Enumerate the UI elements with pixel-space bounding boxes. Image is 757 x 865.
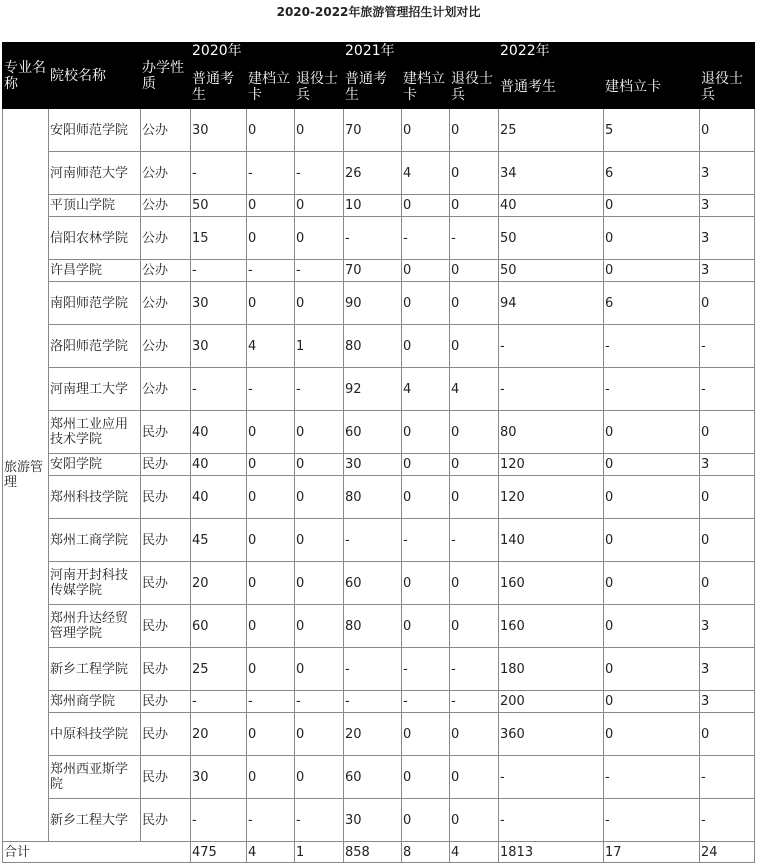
quota-value-cell: 0: [450, 260, 499, 282]
quota-value-cell: 0: [295, 282, 344, 325]
quota-value-cell: -: [295, 368, 344, 411]
table-row: [3, 411, 755, 454]
quota-value-cell: 0: [450, 454, 499, 476]
school-type-cell: 公办: [141, 152, 191, 195]
school-name-cell: 郑州升达经贸管理学院: [49, 605, 141, 648]
header-school: 院校名称: [49, 43, 141, 109]
quota-value-cell: -: [191, 260, 247, 282]
quota-value-cell: 0: [247, 454, 295, 476]
enrollment-table: [2, 42, 755, 863]
quota-value-cell: 360: [499, 713, 604, 756]
quota-value-cell: 0: [700, 713, 755, 756]
quota-value-cell: 0: [450, 325, 499, 368]
quota-value-cell: 0: [604, 454, 700, 476]
school-name-cell: 郑州工业应用技术学院: [49, 411, 141, 454]
quota-value-cell: 0: [402, 713, 450, 756]
quota-value-cell: 0: [450, 476, 499, 519]
quota-value-cell: 0: [604, 411, 700, 454]
quota-value-cell: 0: [295, 756, 344, 799]
quota-value-cell: 0: [604, 605, 700, 648]
quota-value-cell: 60: [191, 605, 247, 648]
quota-value-cell: 20: [191, 713, 247, 756]
quota-value-cell: 92: [344, 368, 402, 411]
header-major: 专业名称: [3, 43, 49, 109]
quota-value-cell: 3: [700, 648, 755, 691]
quota-value-cell: -: [402, 519, 450, 562]
quota-value-cell: 0: [247, 713, 295, 756]
school-name-cell: 郑州商学院: [49, 691, 141, 713]
quota-value-cell: -: [499, 368, 604, 411]
quota-value-cell: 3: [700, 217, 755, 260]
table-row: [3, 368, 755, 411]
school-type-cell: 公办: [141, 217, 191, 260]
quota-value-cell: 0: [450, 713, 499, 756]
school-name-cell: 郑州科技学院: [49, 476, 141, 519]
school-name-cell: 郑州西亚斯学院: [49, 756, 141, 799]
quota-value-cell: 180: [499, 648, 604, 691]
school-name-cell: 新乡工程学院: [49, 648, 141, 691]
table-row: [3, 519, 755, 562]
header-row-years: [3, 43, 755, 65]
quota-value-cell: 0: [402, 282, 450, 325]
quota-value-cell: 3: [700, 152, 755, 195]
school-type-cell: 民办: [141, 691, 191, 713]
quota-value-cell: 10: [344, 195, 402, 217]
quota-value-cell: 0: [604, 476, 700, 519]
school-name-cell: 信阳农林学院: [49, 217, 141, 260]
quota-value-cell: 0: [247, 519, 295, 562]
school-name-cell: 安阳学院: [49, 454, 141, 476]
quota-value-cell: -: [191, 152, 247, 195]
school-name-cell: 河南开封科技传媒学院: [49, 562, 141, 605]
quota-value-cell: -: [604, 756, 700, 799]
quota-value-cell: 4: [247, 325, 295, 368]
quota-value-cell: -: [499, 756, 604, 799]
quota-value-cell: -: [344, 217, 402, 260]
quota-value-cell: 0: [295, 605, 344, 648]
quota-value-cell: 0: [247, 109, 295, 152]
school-name-cell: 河南理工大学: [49, 368, 141, 411]
table-row: [3, 605, 755, 648]
quota-value-cell: 70: [344, 260, 402, 282]
quota-value-cell: -: [700, 325, 755, 368]
quota-value-cell: -: [450, 519, 499, 562]
quota-value-cell: 50: [499, 217, 604, 260]
quota-value-cell: 70: [344, 109, 402, 152]
quota-value-cell: 0: [402, 756, 450, 799]
school-name-cell: 洛阳师范学院: [49, 325, 141, 368]
quota-value-cell: 120: [499, 454, 604, 476]
quota-value-cell: 40: [499, 195, 604, 217]
quota-value-cell: -: [450, 648, 499, 691]
table-row: [3, 562, 755, 605]
school-type-cell: 民办: [141, 476, 191, 519]
quota-value-cell: -: [344, 691, 402, 713]
header-type: 办学性质: [141, 43, 191, 109]
quota-value-cell: 50: [499, 260, 604, 282]
quota-value-cell: 80: [344, 605, 402, 648]
quota-value-cell: 0: [247, 756, 295, 799]
quota-value-cell: 0: [247, 411, 295, 454]
school-type-cell: 公办: [141, 109, 191, 152]
quota-value-cell: 0: [450, 411, 499, 454]
quota-value-cell: 80: [344, 476, 402, 519]
quota-value-cell: -: [247, 799, 295, 842]
quota-value-cell: 3: [700, 605, 755, 648]
quota-value-cell: 200: [499, 691, 604, 713]
header-2021-card: 建档立卡: [402, 65, 450, 109]
school-type-cell: 民办: [141, 756, 191, 799]
quota-value-cell: 0: [450, 195, 499, 217]
table-row: [3, 325, 755, 368]
quota-value-cell: 94: [499, 282, 604, 325]
table-row: [3, 282, 755, 325]
quota-value-cell: 0: [402, 605, 450, 648]
quota-value-cell: 30: [344, 799, 402, 842]
quota-value-cell: 0: [247, 476, 295, 519]
quota-value-cell: 0: [295, 476, 344, 519]
quota-value-cell: 0: [700, 476, 755, 519]
header-year-2021: 2021年: [344, 43, 499, 65]
quota-value-cell: 0: [295, 648, 344, 691]
school-type-cell: 公办: [141, 282, 191, 325]
quota-value-cell: 0: [295, 217, 344, 260]
quota-value-cell: 3: [700, 691, 755, 713]
table-row: [3, 152, 755, 195]
quota-value-cell: 0: [402, 562, 450, 605]
quota-value-cell: 6: [604, 282, 700, 325]
quota-value-cell: -: [700, 368, 755, 411]
quota-value-cell: -: [402, 217, 450, 260]
table-row: [3, 195, 755, 217]
quota-value-cell: 0: [402, 325, 450, 368]
school-type-cell: 民办: [141, 562, 191, 605]
school-type-cell: 民办: [141, 454, 191, 476]
quota-value-cell: 140: [499, 519, 604, 562]
header-year-2020: 2020年: [191, 43, 344, 65]
total-label: 合计: [3, 842, 191, 863]
quota-value-cell: -: [295, 691, 344, 713]
quota-value-cell: 4: [402, 368, 450, 411]
school-type-cell: 民办: [141, 411, 191, 454]
quota-value-cell: 3: [700, 454, 755, 476]
quota-value-cell: 15: [191, 217, 247, 260]
school-name-cell: 南阳师范学院: [49, 282, 141, 325]
quota-value-cell: 60: [344, 411, 402, 454]
quota-value-cell: 0: [402, 109, 450, 152]
quota-value-cell: 0: [247, 217, 295, 260]
quota-value-cell: 30: [191, 109, 247, 152]
quota-value-cell: -: [700, 756, 755, 799]
quota-value-cell: 0: [295, 562, 344, 605]
header-2022-card: 建档立卡: [604, 65, 700, 109]
quota-value-cell: 1: [295, 325, 344, 368]
quota-value-cell: 50: [191, 195, 247, 217]
quota-value-cell: 0: [402, 476, 450, 519]
quota-value-cell: 0: [604, 519, 700, 562]
total-value-cell: 4: [450, 842, 499, 863]
total-value-cell: 1: [295, 842, 344, 863]
school-name-cell: 新乡工程大学: [49, 799, 141, 842]
header-year-2022: 2022年: [499, 43, 755, 65]
quota-value-cell: 0: [295, 713, 344, 756]
major-name-cell: 旅游管理: [3, 109, 49, 842]
quota-value-cell: 0: [247, 605, 295, 648]
quota-value-cell: 34: [499, 152, 604, 195]
quota-value-cell: 90: [344, 282, 402, 325]
table-row: [3, 217, 755, 260]
quota-value-cell: 0: [604, 713, 700, 756]
quota-value-cell: 0: [604, 260, 700, 282]
quota-value-cell: 0: [247, 282, 295, 325]
header-2022-veteran: 退役士兵: [700, 65, 755, 109]
school-name-cell: 平顶山学院: [49, 195, 141, 217]
quota-value-cell: -: [295, 152, 344, 195]
school-name-cell: 安阳师范学院: [49, 109, 141, 152]
quota-value-cell: 0: [700, 562, 755, 605]
school-name-cell: 中原科技学院: [49, 713, 141, 756]
quota-value-cell: -: [604, 325, 700, 368]
quota-value-cell: 0: [450, 282, 499, 325]
total-value-cell: 8: [402, 842, 450, 863]
quota-value-cell: 0: [295, 519, 344, 562]
table-row: [3, 756, 755, 799]
page-title: 2020-2022年旅游管理招生计划对比: [276, 5, 481, 19]
quota-value-cell: 60: [344, 756, 402, 799]
quota-value-cell: 0: [700, 519, 755, 562]
quota-value-cell: 4: [450, 368, 499, 411]
quota-value-cell: 160: [499, 562, 604, 605]
quota-value-cell: 0: [604, 217, 700, 260]
quota-value-cell: -: [700, 799, 755, 842]
total-row: [3, 842, 755, 863]
quota-value-cell: 25: [499, 109, 604, 152]
quota-value-cell: 0: [450, 756, 499, 799]
quota-value-cell: 6: [604, 152, 700, 195]
quota-value-cell: -: [499, 799, 604, 842]
quota-value-cell: 80: [499, 411, 604, 454]
quota-value-cell: -: [450, 691, 499, 713]
school-type-cell: 公办: [141, 325, 191, 368]
quota-value-cell: 25: [191, 648, 247, 691]
quota-value-cell: 26: [344, 152, 402, 195]
table-row: [3, 648, 755, 691]
table-row: [3, 691, 755, 713]
quota-value-cell: 0: [604, 195, 700, 217]
total-value-cell: 24: [700, 842, 755, 863]
quota-value-cell: 30: [191, 325, 247, 368]
table-row: [3, 109, 755, 152]
quota-value-cell: 0: [295, 411, 344, 454]
quota-value-cell: -: [247, 152, 295, 195]
quota-value-cell: 0: [450, 109, 499, 152]
school-name-cell: 郑州工商学院: [49, 519, 141, 562]
quota-value-cell: 0: [450, 799, 499, 842]
school-type-cell: 民办: [141, 605, 191, 648]
quota-value-cell: 0: [402, 799, 450, 842]
header-2021-veteran: 退役士兵: [450, 65, 499, 109]
school-type-cell: 公办: [141, 260, 191, 282]
quota-value-cell: 0: [295, 195, 344, 217]
school-name-cell: 河南师范大学: [49, 152, 141, 195]
total-value-cell: 858: [344, 842, 402, 863]
table-row: [3, 713, 755, 756]
header-2020-veteran: 退役士兵: [295, 65, 344, 109]
quota-value-cell: -: [295, 260, 344, 282]
quota-value-cell: -: [191, 368, 247, 411]
quota-value-cell: -: [604, 368, 700, 411]
quota-value-cell: 0: [295, 454, 344, 476]
quota-value-cell: 4: [402, 152, 450, 195]
total-value-cell: 1813: [499, 842, 604, 863]
quota-value-cell: -: [344, 648, 402, 691]
quota-value-cell: -: [604, 799, 700, 842]
table-row: [3, 799, 755, 842]
school-type-cell: 公办: [141, 368, 191, 411]
total-value-cell: 17: [604, 842, 700, 863]
quota-value-cell: 0: [700, 282, 755, 325]
quota-value-cell: 5: [604, 109, 700, 152]
quota-value-cell: 20: [344, 713, 402, 756]
quota-value-cell: 30: [191, 756, 247, 799]
header-2021-regular: 普通考生: [344, 65, 402, 109]
total-value-cell: 475: [191, 842, 247, 863]
school-name-cell: 许昌学院: [49, 260, 141, 282]
quota-value-cell: 0: [700, 109, 755, 152]
quota-value-cell: 0: [247, 195, 295, 217]
quota-value-cell: 0: [402, 454, 450, 476]
quota-value-cell: 40: [191, 476, 247, 519]
quota-value-cell: 3: [700, 260, 755, 282]
quota-value-cell: 0: [402, 260, 450, 282]
quota-value-cell: -: [247, 368, 295, 411]
quota-value-cell: -: [402, 648, 450, 691]
quota-value-cell: -: [344, 519, 402, 562]
quota-value-cell: -: [295, 799, 344, 842]
quota-value-cell: 0: [604, 691, 700, 713]
quota-value-cell: 160: [499, 605, 604, 648]
quota-value-cell: 40: [191, 411, 247, 454]
quota-value-cell: 0: [450, 562, 499, 605]
header-2020-regular: 普通考生: [191, 65, 247, 109]
quota-value-cell: 30: [191, 282, 247, 325]
quota-value-cell: 0: [402, 411, 450, 454]
quota-value-cell: 120: [499, 476, 604, 519]
quota-value-cell: 30: [344, 454, 402, 476]
quota-value-cell: 80: [344, 325, 402, 368]
quota-value-cell: 0: [450, 605, 499, 648]
school-type-cell: 民办: [141, 519, 191, 562]
table-row: [3, 260, 755, 282]
quota-value-cell: -: [191, 799, 247, 842]
quota-value-cell: 0: [604, 648, 700, 691]
header-2020-card: 建档立卡: [247, 65, 295, 109]
quota-value-cell: -: [450, 217, 499, 260]
quota-value-cell: -: [191, 691, 247, 713]
quota-value-cell: 45: [191, 519, 247, 562]
school-type-cell: 公办: [141, 195, 191, 217]
quota-value-cell: -: [402, 691, 450, 713]
quota-value-cell: -: [499, 325, 604, 368]
table-row: [3, 454, 755, 476]
quota-value-cell: 20: [191, 562, 247, 605]
school-type-cell: 民办: [141, 799, 191, 842]
quota-value-cell: 40: [191, 454, 247, 476]
quota-value-cell: 0: [604, 562, 700, 605]
school-type-cell: 民办: [141, 648, 191, 691]
header-2022-regular: 普通考生: [499, 65, 604, 109]
quota-value-cell: 0: [295, 109, 344, 152]
quota-value-cell: 0: [247, 562, 295, 605]
quota-value-cell: -: [247, 691, 295, 713]
quota-value-cell: 0: [247, 648, 295, 691]
school-type-cell: 民办: [141, 713, 191, 756]
quota-value-cell: -: [247, 260, 295, 282]
quota-value-cell: 0: [402, 195, 450, 217]
quota-value-cell: 3: [700, 195, 755, 217]
total-value-cell: 4: [247, 842, 295, 863]
quota-value-cell: 0: [700, 411, 755, 454]
quota-value-cell: 0: [450, 152, 499, 195]
table-row: [3, 476, 755, 519]
quota-value-cell: 60: [344, 562, 402, 605]
